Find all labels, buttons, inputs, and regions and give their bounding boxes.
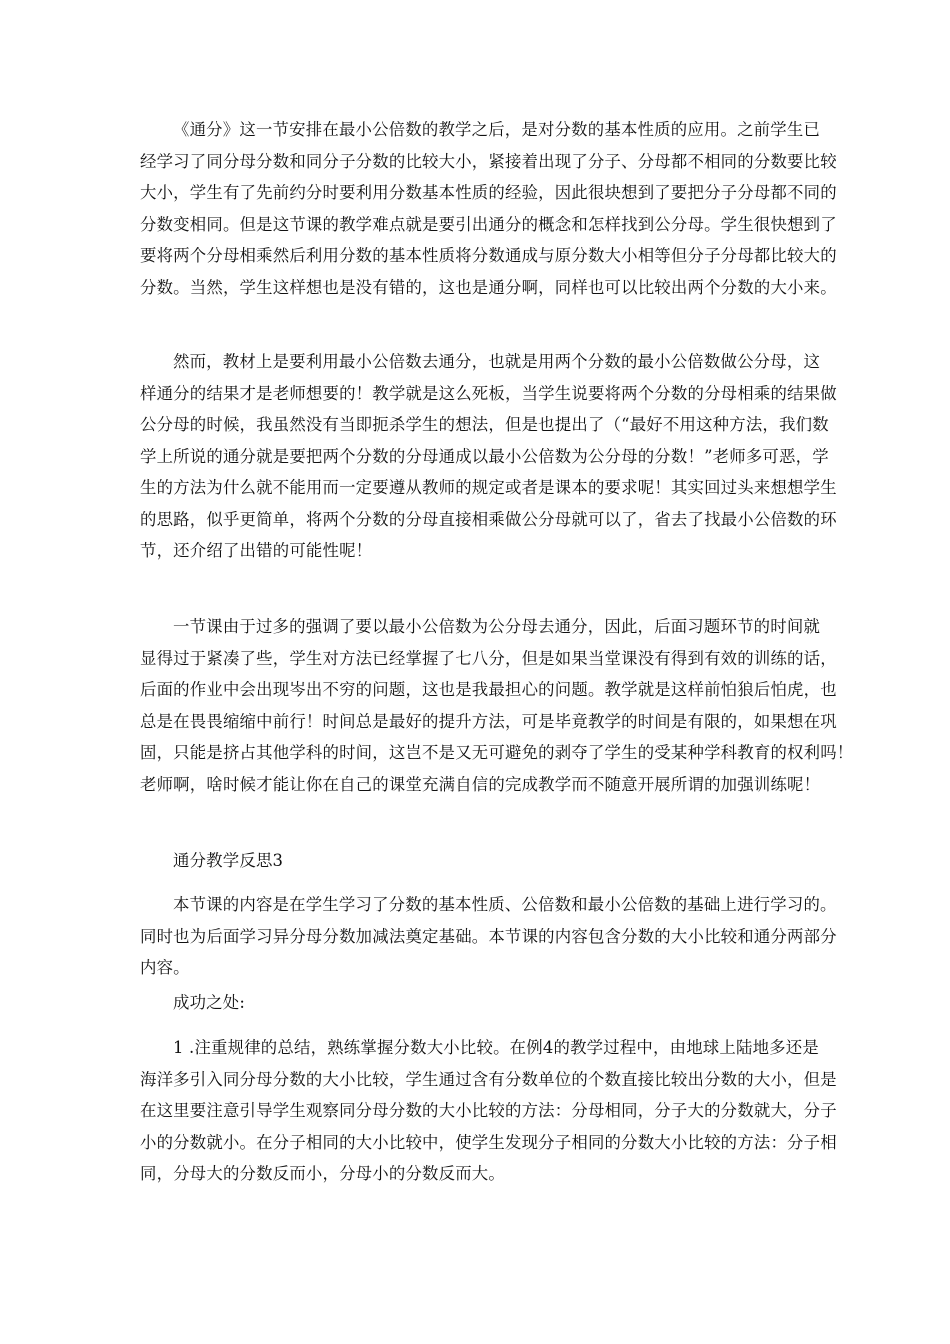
text-line: 内容。 bbox=[140, 958, 190, 977]
text-line: 然而，教材上是要利用最小公倍数去通分，也就是用两个分数的最小公倍数做公分母，这 bbox=[173, 352, 821, 371]
text-line: 《通分》这一节安排在最小公倍数的教学之后，是对分数的基本性质的应用。之前学生已 bbox=[173, 120, 821, 139]
text-line: 分数。当然，学生这样想也是没有错的，这也是通分啊，同样也可以比较出两个分数的大小来。 bbox=[140, 277, 837, 297]
section-title bbox=[140, 845, 812, 877]
text-line: 后面的作业中会出现岑出不穷的问题，这也是我最担心的问题。教学就是这样前怕狼后怕虎，也 bbox=[140, 680, 837, 699]
text-line: 海洋多引入同分母分数的大小比较，学生通过含有分数单位的个数直接比较出分数的大小，但是 bbox=[140, 1069, 837, 1089]
text-line: 样通分的结果才是老师想要的！教学就是这么死板，当学生说要将两个分数的分母相乘的结果做 bbox=[140, 383, 837, 403]
text-line: 学上所说的通分就是要把两个分数的分母通成以最小公倍数为公分母的分数！”老师多可恶，学 bbox=[140, 446, 829, 466]
paragraph-1 bbox=[140, 114, 837, 303]
text-line: 显得过于紧凑了些，学生对方法已经掌握了七八分，但是如果当堂课没有得到有效的训练的话， bbox=[140, 648, 837, 668]
text-line: 老师啊，啥时候才能让你在自己的课堂充满自信的完成教学而不随意开展所谓的加强训练呢！ bbox=[140, 774, 821, 794]
paragraph-4 bbox=[140, 889, 837, 984]
subheading bbox=[140, 987, 812, 1019]
text-line: 的思路，似乎更简单，将两个分数的分母直接相乘做公分母就可以了，省去了找最小公倍数的环 bbox=[140, 509, 837, 529]
text-line: 一节课由于过多的强调了要以最小公倍数为公分母去通分，因此，后面习题环节的时间就 bbox=[173, 617, 821, 636]
text-line: 同，分母大的分数反而小，分母小的分数反而大。 bbox=[140, 1164, 505, 1183]
text-line: 公分母的时候，我虽然没有当即扼杀学生的想法，但是也提出了（“最好不用这种方法，我们数 bbox=[140, 415, 829, 434]
text-line: 1 .注重规律的总结，熟练掌握分数大小比较。在例4的教学过程中，由地球上陆地多还是 bbox=[173, 1038, 819, 1057]
text-line: 分数变相同。但是这节课的教学难点就是要引出通分的概念和怎样找到公分母。学生很快想到了 bbox=[140, 214, 837, 234]
paragraph-2 bbox=[140, 346, 837, 567]
text-line: 大小，学生有了先前约分时要利用分数基本性质的经验，因此很块想到了要把分子分母都不同的 bbox=[140, 183, 837, 202]
text-line: 在这里要注意引导学生观察同分母分数的大小比较的方法：分母相同，分子大的分数就大，分子 bbox=[140, 1101, 837, 1120]
section-title-text: 通分教学反思3 bbox=[173, 851, 284, 870]
text-line: 同时也为后面学习异分母分数加减法奠定基础。本节课的内容包含分数的大小比较和通分两部分 bbox=[140, 926, 837, 946]
text-line: 固，只能是挤占其他学科的时间，这岂不是又无可避免的剥夺了学生的受某种学科教育的权利吗！ bbox=[140, 743, 854, 762]
text-line: 小的分数就小。在分子相同的大小比较中，使学生发现分子相同的分数大小比较的方法：分子相 bbox=[140, 1132, 837, 1152]
text-line: 经学习了同分母分数和同分子分数的比较大小，紧接着出现了分子、分母都不相同的分数要比较 bbox=[140, 151, 837, 171]
text-line: 生的方法为什么就不能用而一定要遵从教师的规定或者是课本的要求呢！其实回过头来想想学生 bbox=[140, 478, 837, 497]
text-line: 总是在畏畏缩缩中前行！时间总是最好的提升方法，可是毕竟教学的时间是有限的，如果想在巩 bbox=[140, 711, 837, 731]
text-line: 要将两个分母相乘然后利用分数的基本性质将分数通成与原分数大小相等但分子分母都比较大的 bbox=[140, 246, 837, 265]
paragraph-3 bbox=[140, 611, 854, 800]
text-line: 本节课的内容是在学生学习了分数的基本性质、公倍数和最小公倍数的基础上进行学习的。 bbox=[173, 895, 837, 914]
subheading-text: 成功之处: bbox=[173, 993, 246, 1012]
paragraph-5 bbox=[140, 1032, 837, 1190]
text-line: 节，还介绍了出错的可能性呢！ bbox=[140, 541, 373, 560]
